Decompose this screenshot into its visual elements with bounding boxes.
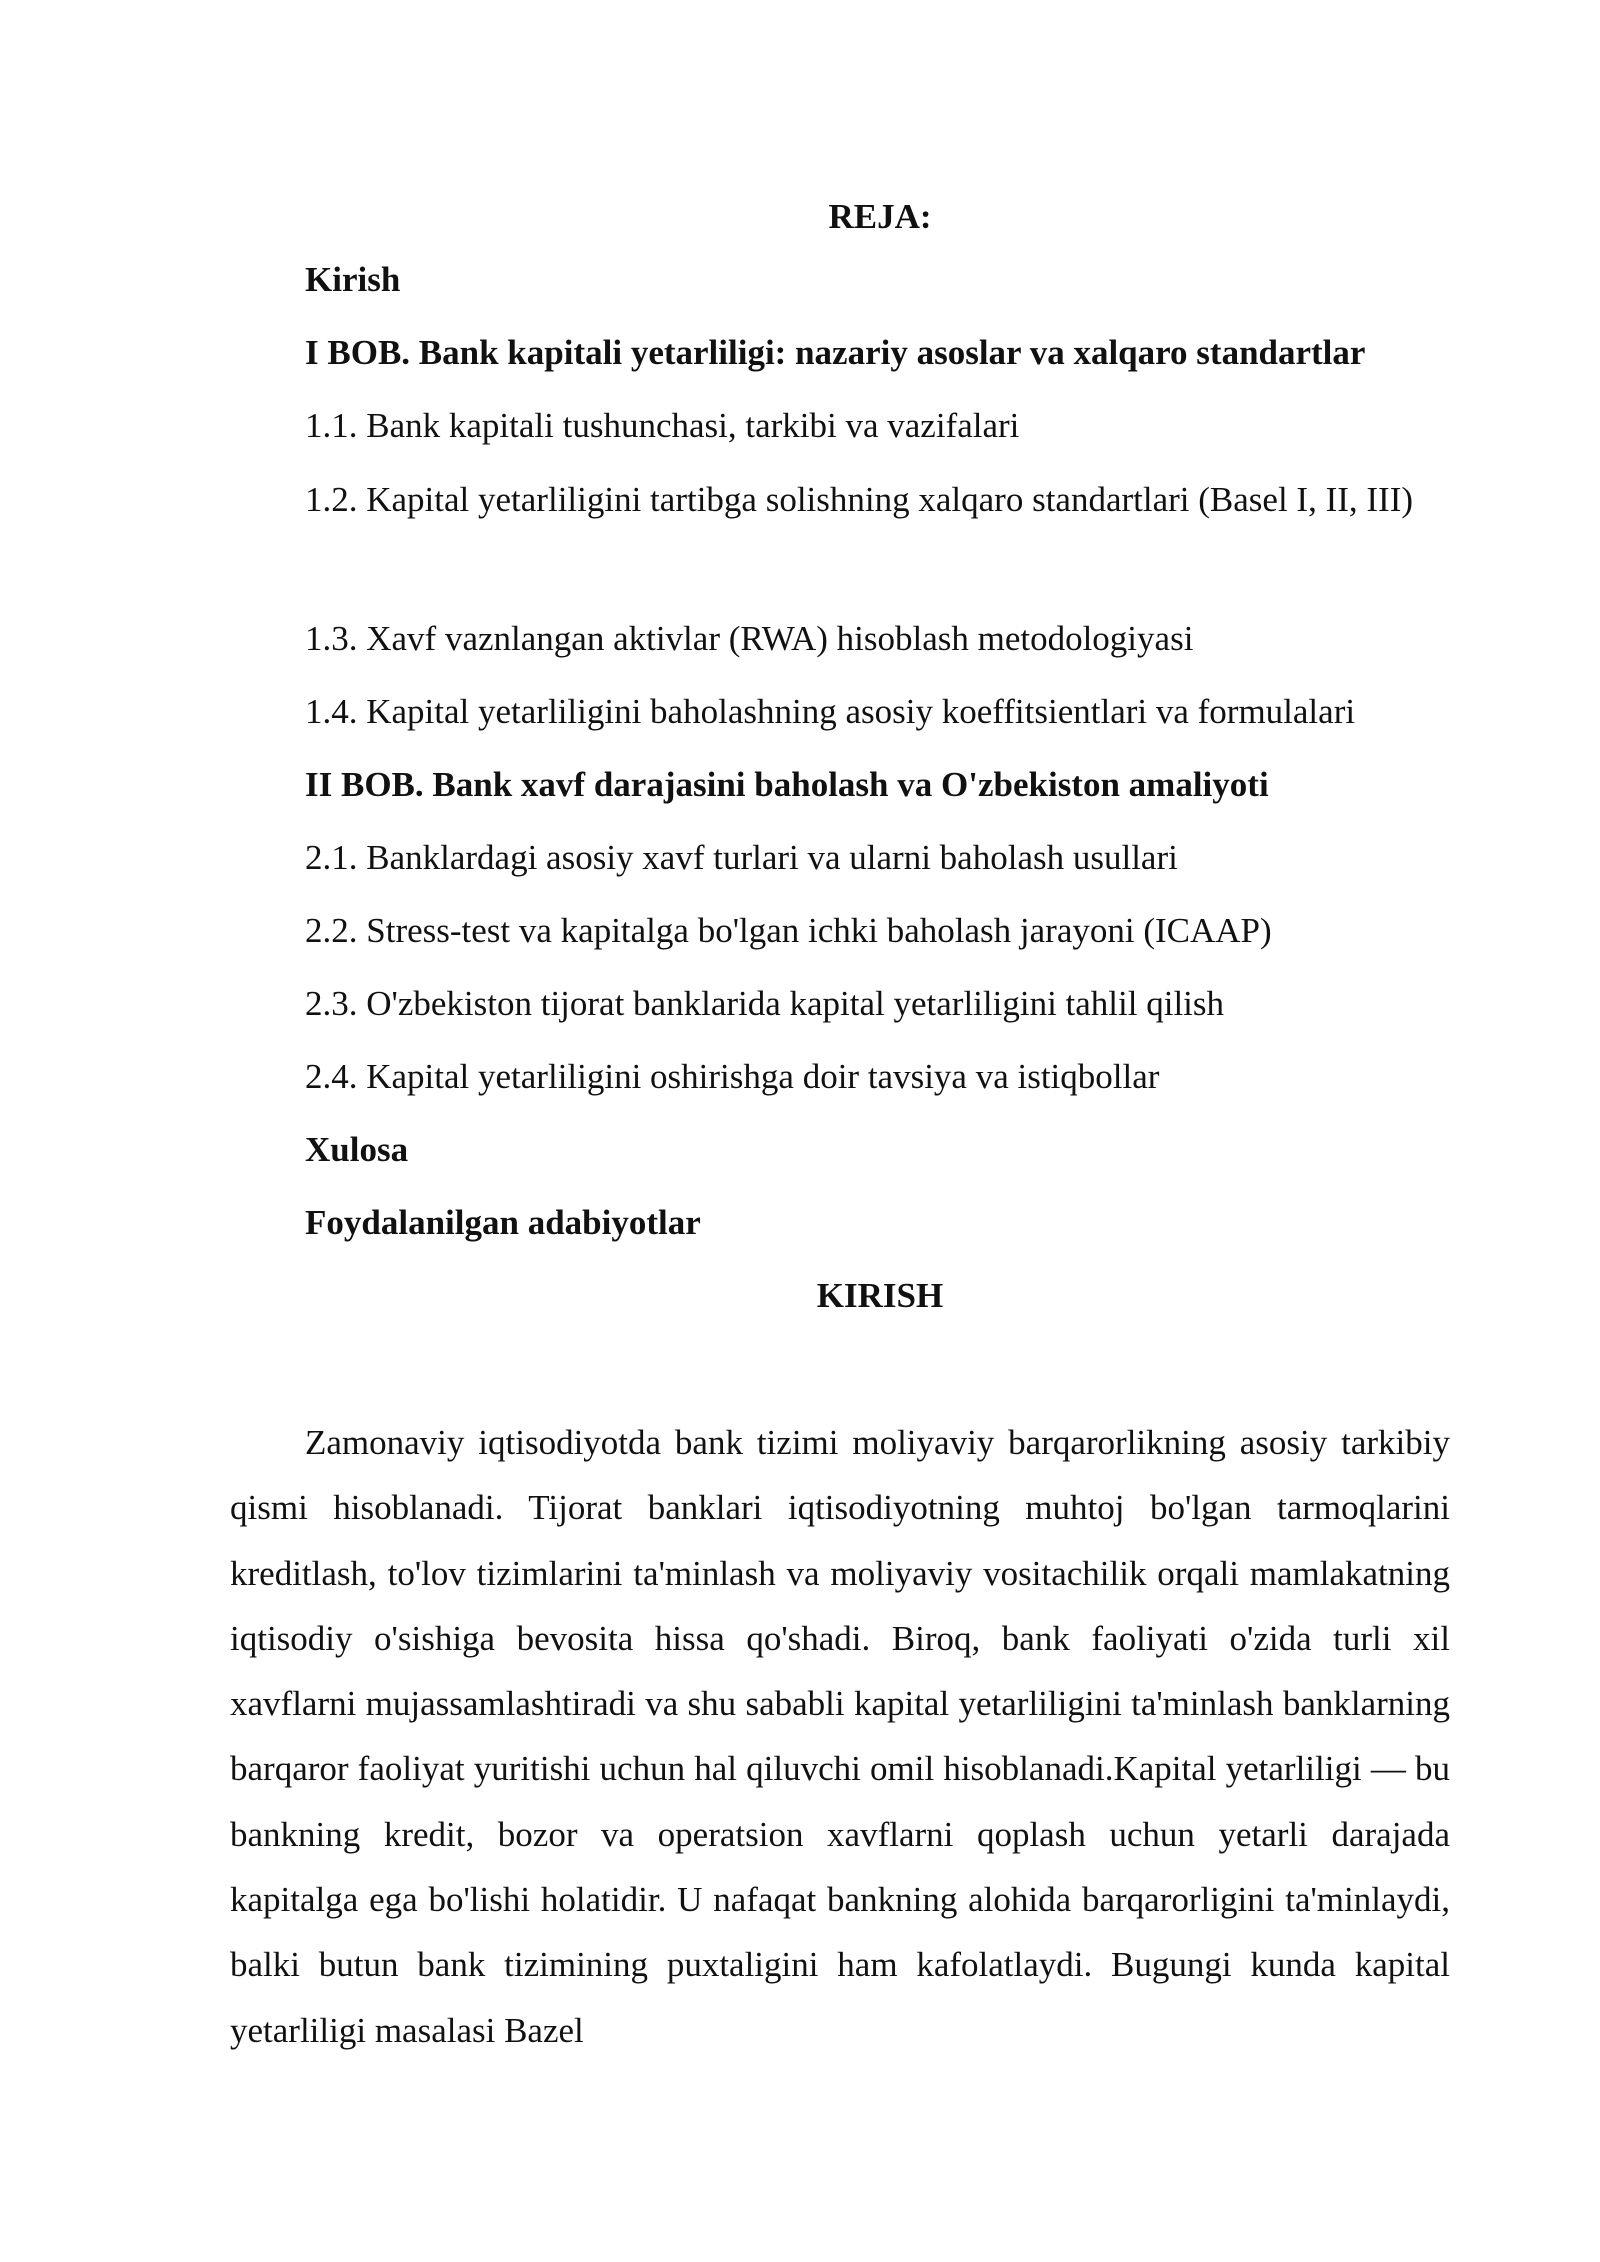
toc-item-adabiyotlar: Foydalanilgan adabiyotlar [305, 1203, 701, 1242]
intro-paragraph: Zamonaviy iqtisodiyotda bank tizimi moliyaviy barqarorlikning asosiy tarkibiy qismi hisoblanadi. Tijorat banklari iqtisodiyotning muhtoj bo'lgan tarmoqlarini kreditlash, to'lov tizimlarini ta'minlash va moliyaviy vositachilik orqali mamlakatning iqtisodiy o'sishiga bevosita hissa qo'shadi. Biroq, bank faoliyati o'zida turli xil xavflarni mujassamlashtiradi va shu sababli kapital yetarliligini ta'minlash banklarning barqaror faoliyat yuritishi uchun hal qiluvchi omil hisoblanadi.Kapital yetarliligi — bu bankning kredit, bozor va operatsion xavflarni qoplash uchun yetarli darajada kapitalga ega bo'lishi holatidir. U nafaqat bankning alohida barqarorligini ta'minlaydi, balki butun bank tizimining puxtaligini ham kafolatlaydi. Bugungi kunda kapital yetarliligi masalasi Bazel [230, 1423, 1450, 2050]
toc-chapter-2: II BOB. Bank xavf darajasini baholash va O'zbekiston amaliyoti [305, 765, 1269, 804]
plan-heading: REJA: [828, 197, 932, 236]
toc-section-2-2: 2.2. Stress-test va kapitalga bo'lgan ichki baholash jarayoni (ICAAP) [305, 911, 1272, 950]
toc-chapter-1: I BOB. Bank kapitali yetarliligi: nazariy asoslar va xalqaro standartlar [305, 333, 1366, 372]
toc-section-1-4: 1.4. Kapital yetarliligini baholashning asosiy koeffitsientlari va formulalari [305, 692, 1356, 731]
toc-section-1-3: 1.3. Xavf vaznlangan aktivlar (RWA) hisoblash metodologiyasi [305, 619, 1194, 658]
toc-section-1-1: 1.1. Bank kapitali tushunchasi, tarkibi va vazifalari [305, 406, 1020, 445]
toc-section-2-4: 2.4. Kapital yetarliligini oshirishga doir tavsiya va istiqbollar [305, 1057, 1160, 1096]
toc-section-2-1: 2.1. Banklardagi asosiy xavf turlari va ularni baholash usullari [305, 838, 1178, 877]
toc-section-1-2: 1.2. Kapital yetarliligini tartibga solishning xalqaro standartlari (Basel I, II, III) [305, 480, 1414, 519]
toc-section-2-3: 2.3. O'zbekiston tijorat banklarida kapital yetarliligini tahlil qilish [305, 984, 1225, 1023]
toc-item-kirish: Kirish [305, 260, 401, 299]
toc-item-xulosa: Xulosa [305, 1130, 409, 1169]
intro-heading: KIRISH [816, 1276, 944, 1315]
